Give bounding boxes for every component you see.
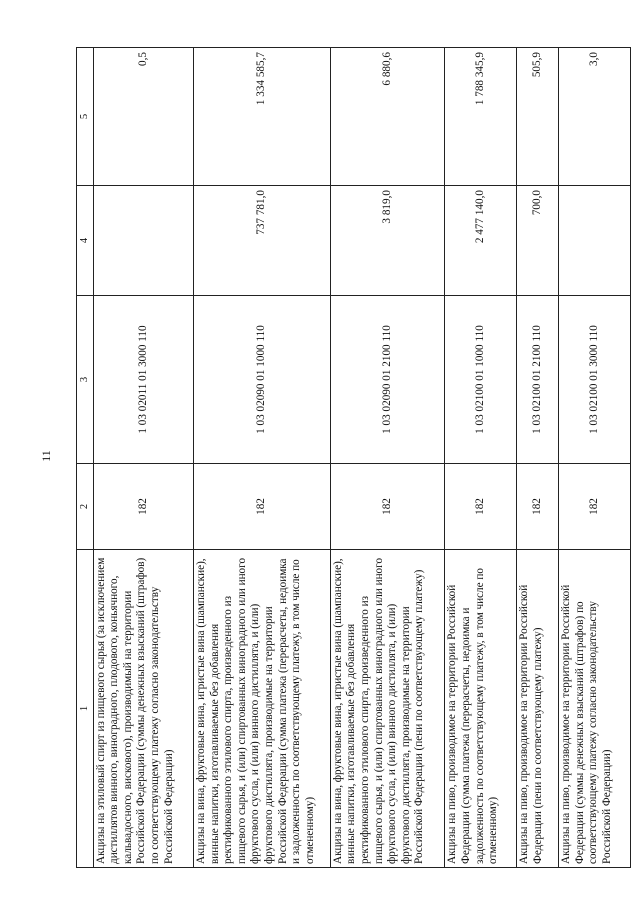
row-description: Акцизы на вина, фруктовые вина, игристые вина (шампанские), винные напитки, изготавливаемые без добавления ректификованного этилового спирта, произведенного из пищевого сырья, и (или) спиртованных виноградного или иного фруктового сусла, и (или) винного дистиллята, и (или) фруктового дистиллята, производимые на территории Российской Федерации (пени по соответствующему платежу) (330, 550, 445, 868)
row-kbk: 1 03 02100 01 2100 110 (517, 296, 558, 464)
row-admin-code: 182 (194, 464, 331, 550)
row-col4: 700,0 (517, 186, 558, 296)
table-row (330, 48, 445, 868)
row-admin-code: 182 (330, 464, 445, 550)
row-col5: 505,9 (517, 48, 558, 186)
row-admin-code: 182 (558, 464, 630, 550)
header-row (77, 48, 94, 868)
table-row (445, 48, 517, 868)
header-col-5: 5 (77, 48, 94, 186)
row-col4: 2 477 140,0 (445, 186, 517, 296)
row-admin-code: 182 (445, 464, 517, 550)
row-kbk: 1 03 02100 01 3000 110 (558, 296, 630, 464)
table-row (517, 48, 558, 868)
rotated-table-wrapper (76, 48, 631, 868)
row-col4 (93, 186, 193, 296)
row-col5: 1 788 345,9 (445, 48, 517, 186)
revenue-table (76, 47, 631, 868)
table-row (558, 48, 630, 868)
row-kbk: 1 03 02090 01 2100 110 (330, 296, 445, 464)
row-description: Акцизы на пиво, производимое на территории Российской Федерации (суммы денежных взысканий (штрафов) по соответствующему платежу согласно законодательству Российской Федерации) (558, 550, 630, 868)
row-kbk: 1 03 02090 01 1000 110 (194, 296, 331, 464)
header-col-3: 3 (77, 296, 94, 464)
row-col4: 737 781,0 (194, 186, 331, 296)
row-description: Акцизы на пиво, производимое на территории Российской Федерации (пени по соответствующему платежу) (517, 550, 558, 868)
row-col4: 3 819,0 (330, 186, 445, 296)
table-row (194, 48, 331, 868)
header-col-2: 2 (77, 464, 94, 550)
row-col5: 6 880,6 (330, 48, 445, 186)
row-col5: 1 334 585,7 (194, 48, 331, 186)
row-col5: 3,0 (558, 48, 630, 186)
row-admin-code: 182 (93, 464, 193, 550)
row-admin-code: 182 (517, 464, 558, 550)
page-number: 11 (39, 450, 53, 462)
header-col-4: 4 (77, 186, 94, 296)
header-col-1: 1 (77, 550, 94, 868)
row-kbk: 1 03 02011 01 3000 110 (93, 296, 193, 464)
table-row (93, 48, 193, 868)
row-description: Акцизы на вина, фруктовые вина, игристые вина (шампанские), винные напитки, изготавливаемые без добавления ректификованного этилового спирта, произведенного из пищевого сырья, и (или) спиртованных виноградного или иного фруктового сусла, и (или) винного дистиллята, и (или) фруктового дистиллята, производимые на территории Российской Федерации (сумма платежа (перерасчеты, недоимка и задолженность по соответствующему платежу, в том числе по отмененному) (194, 550, 331, 868)
row-kbk: 1 03 02100 01 1000 110 (445, 296, 517, 464)
row-description: Акцизы на этиловый спирт из пищевого сырья (за исключением дистиллятов винного, виноградного, плодового, коньячного, кальвадосного, вискового), производимый на территории Российской Федерации (суммы денежных взысканий (штрафов) по соответствующему платежу согласно законодательству Российской Федерации) (93, 550, 193, 868)
row-description: Акцизы на пиво, производимое на территории Российской Федерации (сумма платежа (перерасчеты, недоимка и задолженность по соответствующему платежу, в том числе по отмененному) (445, 550, 517, 868)
row-col4 (558, 186, 630, 296)
row-col5: 0,5 (93, 48, 193, 186)
